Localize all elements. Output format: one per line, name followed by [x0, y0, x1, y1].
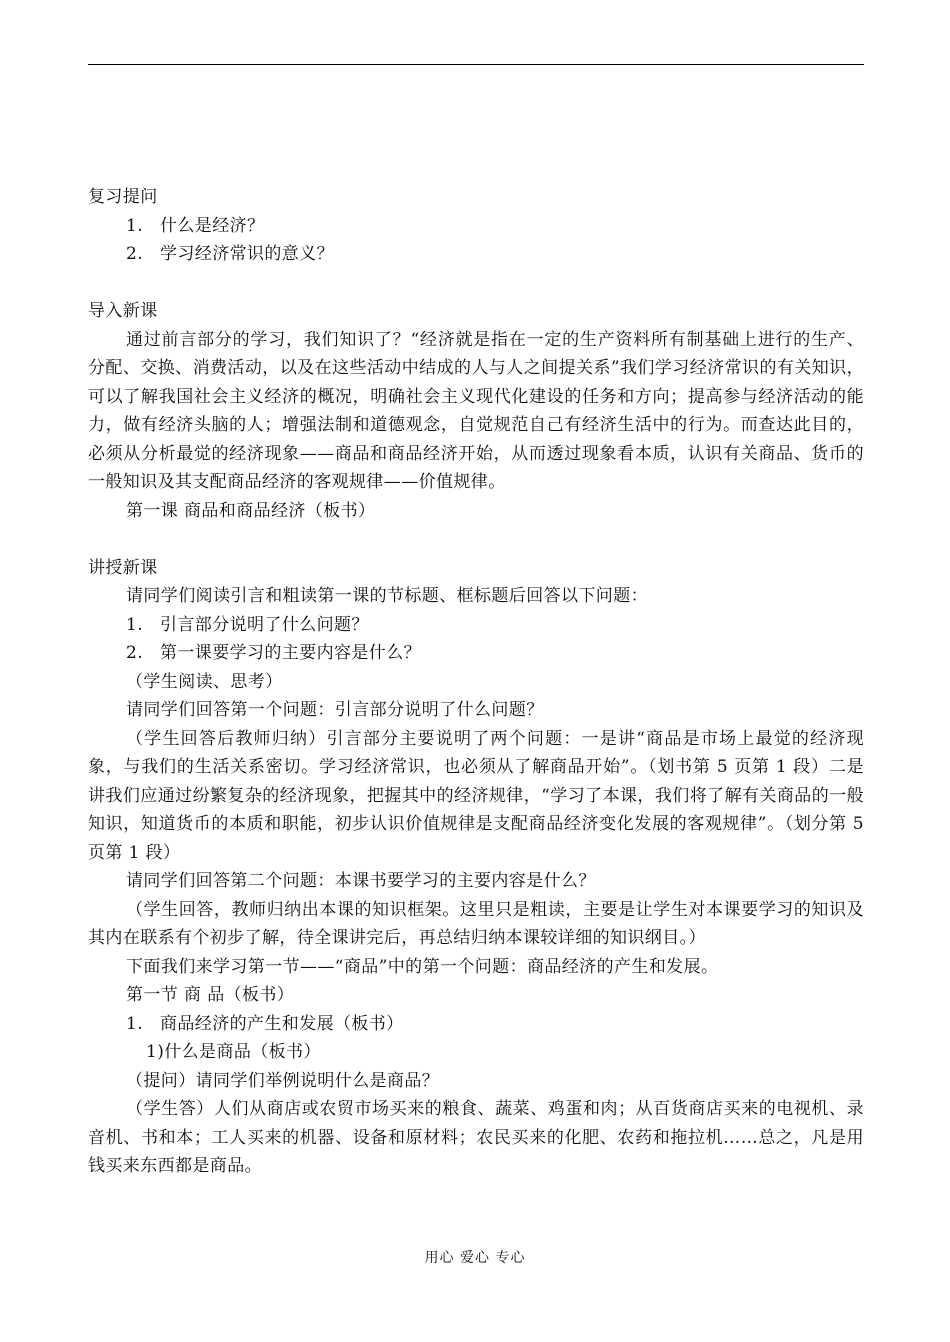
- point-1: [88, 1010, 864, 1039]
- question-item-2-num: 2.: [126, 643, 144, 663]
- student-action: （学生阅读、思考）: [126, 671, 283, 692]
- teacher-question: （提问）请同学们举例说明什么是商品？: [126, 1070, 440, 1091]
- q1-prompt: 请同学们回答第一个问题：引言部分说明了什么问题？: [126, 700, 544, 720]
- q2-answer: （学生回答，教师归纳出本课的知识框架。这里只是粗读，主要是让学生对本课要学习的知识及其内在联系有个初步了解，待全课讲完后，再总结归纳本课较详细的知识纲目。）: [88, 899, 864, 948]
- teaching-heading: 讲授新课: [88, 557, 158, 578]
- sub-point-1: 1)什么是商品（板书）: [146, 1042, 321, 1062]
- review-item-2-text: 学习经济常识的意义？: [160, 244, 334, 264]
- header-rule: [88, 64, 864, 65]
- transition-text: 下面我们来学习第一节——“商品”中的第一个问题：商品经济的产生和发展。: [126, 956, 719, 977]
- reading-prompt: 请同学们阅读引言和粗读第一课的节标题、框标题后回答以下问题：: [126, 586, 648, 606]
- review-item-2-num: 2.: [126, 244, 144, 264]
- q1-answer: （学生回答后教师归纳）引言部分主要说明了两个问题：一是讲“商品是市场上最觉的经济现象，与我们的生活关系密切。学习经济常识，也必须从了解商品开始”。（划书第 5 页第 1 段）二是讲我们应通过纷繁复杂的经济现象，把握其中的经济规律，“学习了本课，我们将了解有关商品的一般知识，知道货币的本质和职能，初步认识价值规律是支配商品经济变化发展的客观规律”。（划分第 5 页第 1 段）: [88, 728, 864, 863]
- question-item-2-text: 第一课要学习的主要内容是什么？: [160, 643, 421, 663]
- review-heading: 复习提问: [88, 187, 158, 207]
- intro-paragraph: 通过前言部分的学习，我们知识了？“经济就是指在一定的生产资料所有制基础上进行的生产、分配、交换、消费活动，以及在这些活动中结成的人与人之间提关系”我们学习经济常识的有关知识，可以了解我国社会主义经济的概况，明确社会主义现代化建设的任务和方向；提高参与经济活动的能力，做有经济头脑的人；增强法制和道德观念，自觉规范自己有经济生活中的行为。而查达此目的，必须从分析最觉的经济现象——商品和商品经济开始，从而透过现象看本质，认识有关商品、货币的一般知识及其支配商品经济的客观规律——价值规律。: [88, 329, 864, 492]
- point-1-text: 商品经济的产生和发展（板书）: [160, 1013, 404, 1034]
- spacer: [88, 269, 864, 298]
- student-answer: （学生答）人们从商店或农贸市场买来的粮食、蔬菜、鸡蛋和肉；从百货商店买来的电视机、录音机、书和本；工人买来的机器、设备和原材料；农民买来的化肥、农药和拖拉机……总之，凡是用钱买来东西都是商品。: [88, 1099, 864, 1176]
- review-item-1-num: 1.: [126, 215, 144, 236]
- lesson-title: 第一课 商品和商品经济（板书）: [126, 500, 376, 521]
- document-body: [88, 183, 864, 1181]
- intro-heading: 导入新课: [88, 301, 158, 321]
- review-item-1-text: 什么是经济？: [160, 215, 265, 236]
- question-item-1: [88, 611, 864, 640]
- review-item-2: [88, 240, 864, 269]
- section-title: 第一节 商 品（板书）: [126, 985, 295, 1005]
- spacer: [88, 525, 864, 554]
- question-item-1-text: 引言部分说明了什么问题？: [160, 614, 369, 635]
- point-1-num: 1.: [126, 1013, 144, 1034]
- question-item-1-num: 1.: [126, 614, 144, 635]
- q2-prompt: 请同学们回答第二个问题：本课书要学习的主要内容是什么？: [126, 871, 596, 891]
- page-footer: 用心 爱心 专心: [424, 1250, 526, 1266]
- question-item-2: [88, 639, 864, 668]
- review-item-1: [88, 212, 864, 241]
